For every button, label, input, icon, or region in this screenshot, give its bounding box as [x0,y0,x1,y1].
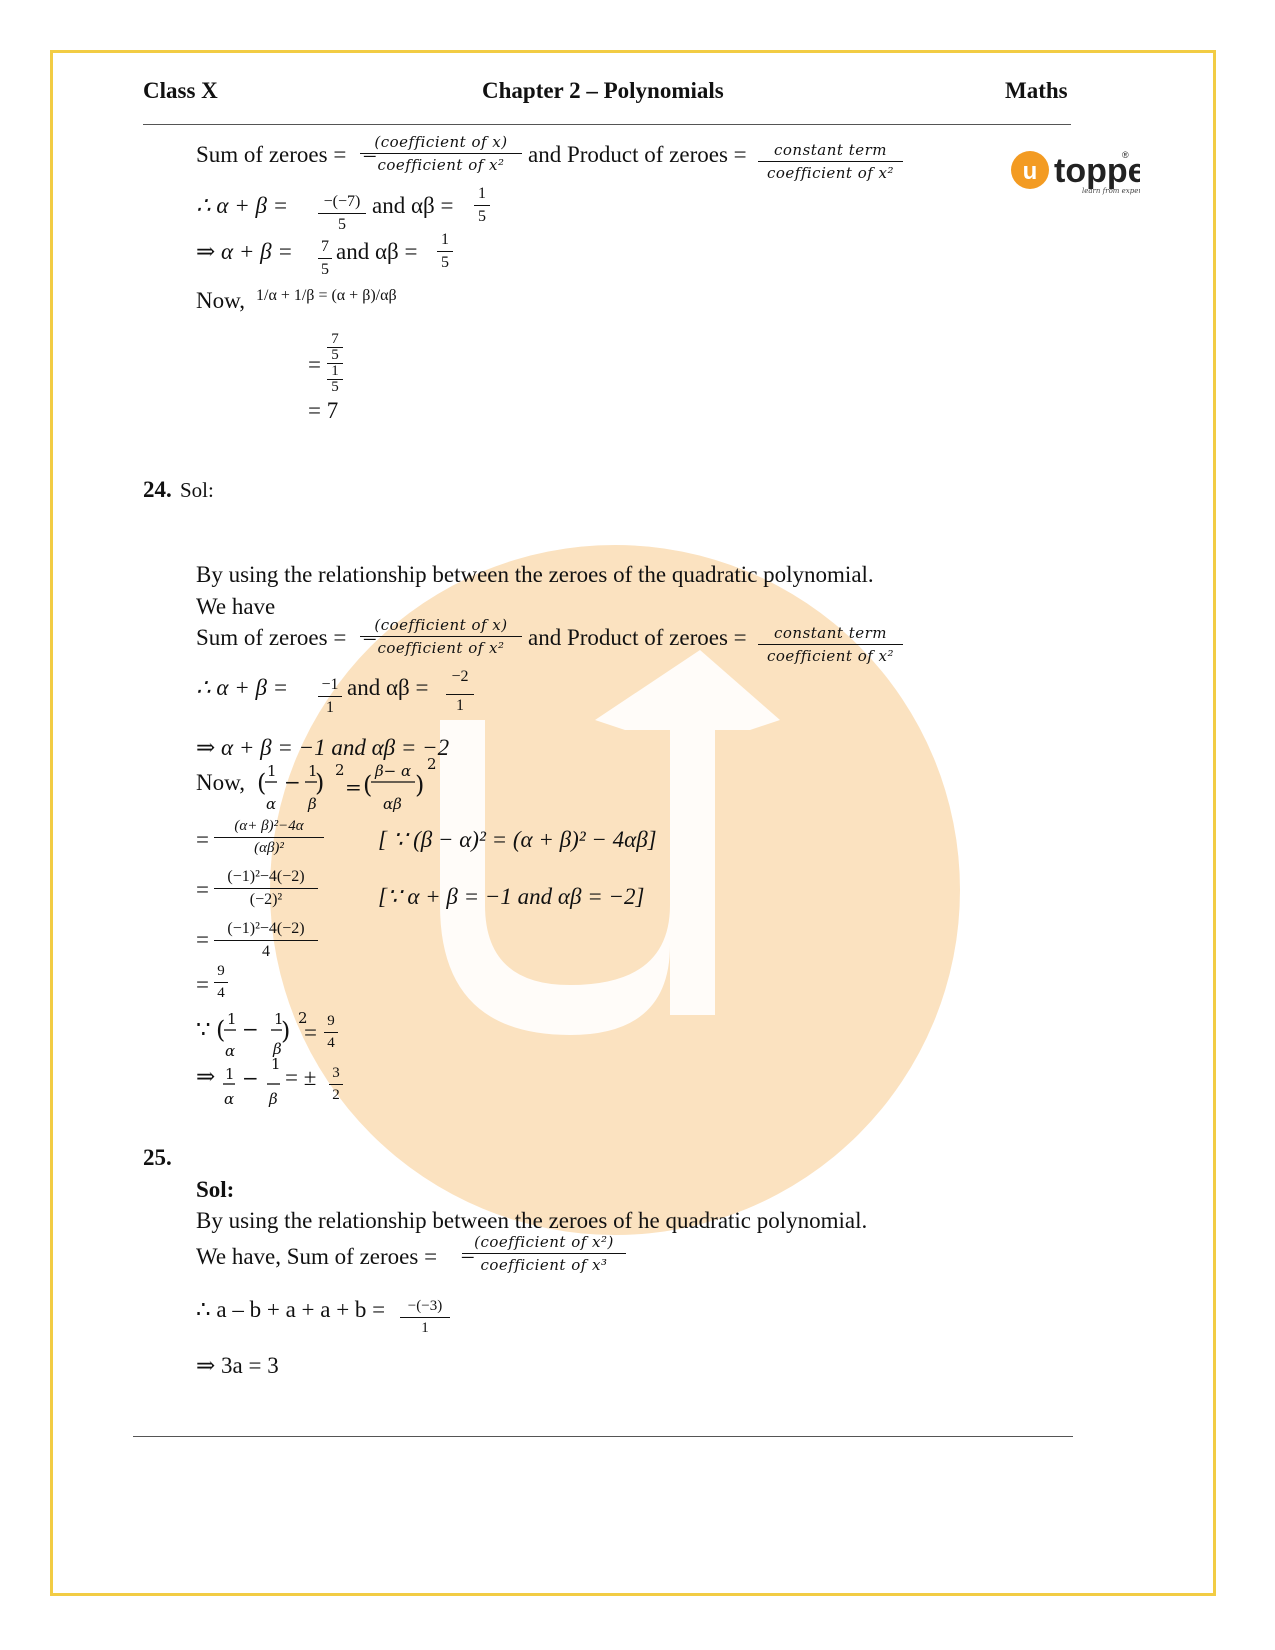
product-fraction-1: constant term coefficient of x² [758,141,903,182]
q24-step6-prefix: ⇒ [196,1064,216,1089]
result-7: = 7 [308,398,339,423]
svg-text:): ) [315,769,325,797]
sum-label-1: Sum of zeroes = [196,142,347,167]
header-chapter: Chapter 2 – Polynomials [482,78,724,103]
header-class: Class X [143,78,218,103]
header-rule [143,124,1071,125]
line2-prefix: ⇒ α + β = [196,239,293,264]
q24-line1-mid: and αβ = [347,675,429,700]
q24-line1-frac2: −2 1 [446,668,474,715]
q24-now: Now, [196,770,245,795]
eq-sign-s4: = [196,972,209,997]
svg-text:): ) [281,1017,291,1045]
svg-text:−: − [284,770,301,794]
svg-text:−: − [242,1017,259,1041]
q24-step1-note: [ ∵ (β − α)² = (α + β)² − 4αβ] [378,827,657,852]
logo-text: toppe [1054,152,1140,190]
q25-line2: ⇒ 3a = 3 [196,1353,279,1378]
q25-line1-frac: −(−3) 1 [400,1298,450,1337]
logo-tagline: learn from expe [1082,187,1139,195]
step-eq: = [308,352,321,377]
svg-text:−: − [242,1066,259,1090]
q24-step4: 9 4 [214,963,228,1002]
svg-text:β− α: β− α [375,762,412,780]
svg-text:2: 2 [298,1009,308,1027]
q24-step3: (−1)²−4(−2) 4 [214,920,318,961]
product-label-2: and Product of zeroes = [528,625,747,650]
q24-line1-prefix: ∴ α + β = [196,675,289,700]
svg-text:1: 1 [225,1065,235,1083]
svg-text:): ) [415,771,425,799]
q24-sol: Sol: [180,478,214,502]
svg-text:1: 1 [274,1010,284,1028]
logo-badge-letter: u [1022,158,1038,185]
q24-step5-rhs: 9 4 [324,1013,338,1052]
minus-1: – [364,142,376,167]
q24-now-expression [255,758,445,816]
eq-sign-s3: = [196,927,209,952]
step-compound-frac: 7 5 1 5 [327,333,343,394]
now-expression: 1/α + 1/β = (α + β)/αβ [256,287,397,304]
q24-step6-rhs: = ± [285,1065,317,1090]
q24-line2: ⇒ α + β = −1 and αβ = −2 [196,735,450,760]
svg-text:(: ( [363,771,373,799]
q25-line1-prefix: ∴ a – b + a + a + b = [196,1297,386,1322]
svg-text:1: 1 [271,1055,281,1073]
sum-fraction-2: (coefficient of x) coefficient of x² [360,616,522,657]
q24-step2: (−1)²−4(−2) (−2)² [214,868,318,909]
now-label: Now, [196,288,245,313]
svg-text:(: ( [216,1016,226,1044]
svg-text:α: α [266,795,277,813]
q24-step1: (α+ β)²−4α (αβ)² [214,818,324,857]
q24-we-have: We have [196,594,276,619]
line1-prefix: ∴ α + β = [196,193,289,218]
q25-sol: Sol: [196,1177,235,1202]
svg-text:2: 2 [335,761,345,779]
q25-fraction: (coefficient of x²) coefficient of x³ [462,1233,626,1274]
svg-text:β: β [269,1090,278,1107]
svg-text:=: = [345,775,362,799]
q25-we-have-sum: We have, Sum of zeroes = [196,1244,438,1269]
line1-frac: −(−7) 5 [318,193,366,234]
svg-text:αβ: αβ [383,795,402,813]
svg-text:(: ( [257,769,267,797]
svg-text:1: 1 [267,762,277,780]
line2-frac2: 1 5 [437,231,453,272]
product-label-1: and Product of zeroes = [528,142,747,167]
q24-step5-prefix: ∵ [196,1017,211,1042]
product-fraction-2: constant term coefficient of x² [758,624,903,665]
topper-logo [1010,148,1140,203]
line1-frac2: 1 5 [474,185,490,226]
q24-step5-lhs [214,1008,314,1060]
footer-rule [133,1436,1073,1437]
logo-reg: ® [1122,150,1129,160]
header-subject: Maths [1005,78,1068,103]
line2-mid: and αβ = [336,239,418,264]
svg-text:α: α [225,1042,236,1060]
q24-step6-lhs [220,1055,288,1107]
svg-text:β: β [273,1040,282,1058]
q25-intro: By using the relationship between the zeroes of he quadratic polynomial. [196,1208,868,1233]
sum-fraction-1: (coefficient of x) coefficient of x² [360,133,522,174]
svg-text:1: 1 [308,762,318,780]
svg-text:α: α [224,1090,235,1107]
q24-number: 24. [143,477,172,502]
line2-frac: 7 5 [318,238,332,279]
svg-text:2: 2 [427,758,437,773]
eq-sign-s1: = [196,827,209,852]
eq-sign-s2: = [196,877,209,902]
sum-label-2: Sum of zeroes = [196,625,347,650]
q24-step2-note: [∵ α + β = −1 and αβ = −2] [378,884,645,909]
q24-step6-frac: 3 2 [329,1065,343,1104]
minus-2: – [364,625,376,650]
q24-intro: By using the relationship between the zeroes of the quadratic polynomial. [196,562,874,587]
q25-minus: – [462,1243,474,1268]
line1-mid: and αβ = [372,193,454,218]
svg-text:β: β [308,795,317,813]
q25-number: 25. [143,1145,172,1170]
svg-text:1: 1 [227,1010,237,1028]
q24-line1-frac: −1 1 [318,676,342,717]
eq-sign-s5: = [304,1020,317,1045]
